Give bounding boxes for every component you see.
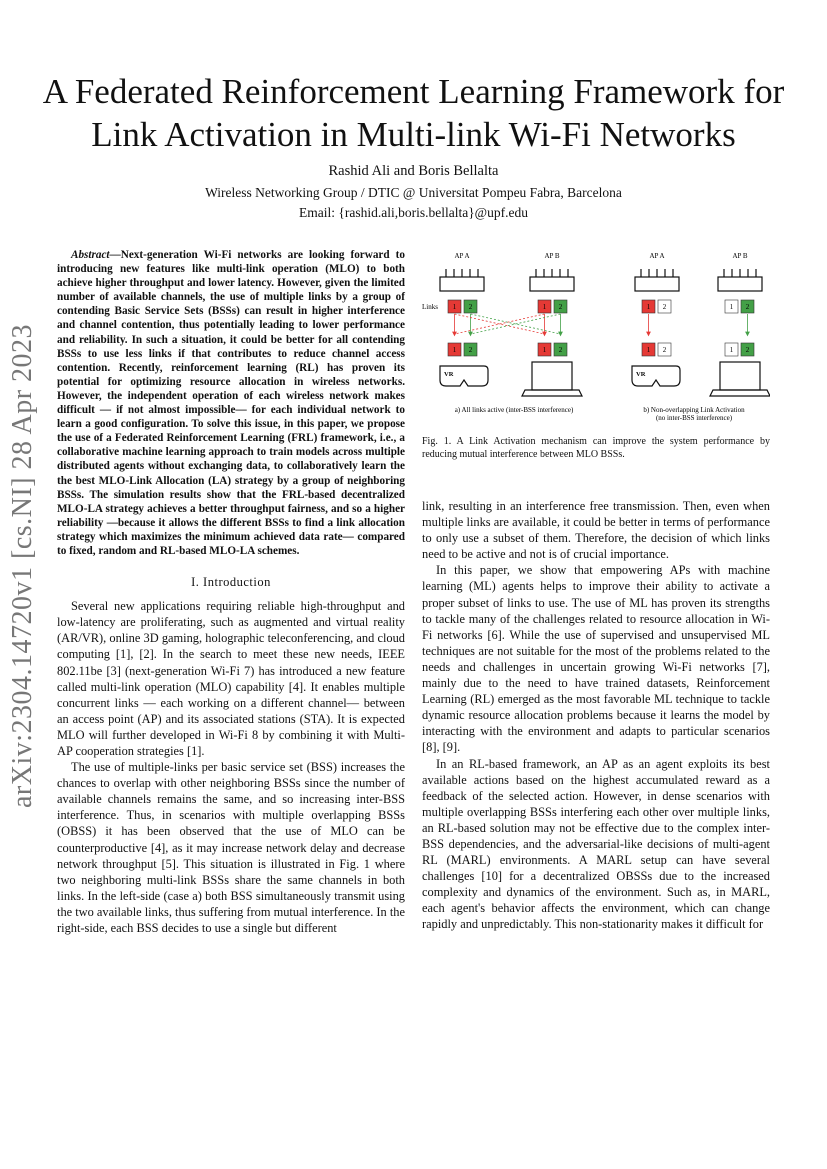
abstract-label: Abstract <box>71 249 110 261</box>
link-1-number: 1 <box>646 303 651 311</box>
vr-label: VR <box>636 371 646 378</box>
link-2-number: 2 <box>745 303 750 311</box>
abstract-text: —Next-generation Wi-Fi networks are looking forward to introducing new features like multi-link operation (MLO) to both achieve higher throughput and lower latency. However, given the limited number of available channels, the use of multiple links by a group of contending Basic Service Sets (BSSs) can result in higher interference and channel contention, thus potentially leading to lower performance and reliability. In such a situation, it could be better for all contending BSSs to use less links if that contributes to reduce channel access contention. Recently, reinforcement learning (RL) has proven its potential for optimizing resource allocation in wireless networks. However, the independent operation of each wireless network makes difficult — if not almost impossible— for each individual network to learn a good configuration. To solve this issue, in this paper, we propose the use of a Federated Reinforcement Learning (FRL) framework, i.e., a collaborative machine learning approach to train models across multiple distributed agents without exchanging data, to collaboratively learn the the best MLO-Link Allocation (LA) strategy by a group of neighboring BSSs. The simulation results show that the FRL-based decentralized MLO-LA strategy achieves a better throughput fairness, and so a higher reliability —because it allows the different BSSs to find a link allocation strategy which maximizes the minimum achieved data rate— compared to fixed, random and RL-based MLO-LA schemes. <box>57 249 405 557</box>
link-activation-diagram <box>422 250 770 425</box>
paragraph: The use of multiple-links per basic service set (BSS) increases the chances to overlap with other neighboring BSSs since the number of available channels remains the same, and so increasing inter-BSS interference. Thus, in scenarios with multiple overlapping BSSs (OBSS) it has been observed that the use of MLO can be counterproductive [4], as it may increase network delay and decrease network throughput [5]. This situation is illustrated in Fig. 1 where two neighboring multi-link BSSs share the same channels in both links. In the left-side (case a) both BSS simultaneously transmit using the two available links, thus suffering from mutual interference. In the right-side, each BSS decides to use a single but different <box>57 760 405 936</box>
access-point-icon <box>718 269 762 291</box>
subfigure-b-label: b) Non-overlapping Link Activation <box>643 406 745 414</box>
link-1-number: 1 <box>729 346 734 354</box>
paragraph: In an RL-based framework, an AP as an agent exploits its best available actions based on the highest accumulated reward as a feedback of the selected action. However, in dense scenarios with multiple overlapping BSSs interfering each other over multiple links, an RL-based solution may not be effective due to the complex inter-BSS dependencies, and the adversarial-like decisions of multi-agent RL (MARL) environments. A MARL setup can have several challenges [10] for a decentralized OBSSs due to the increased complexity and dynamics of the environment. Such as, in MARL, each agent's behavior affects the environment, which can change rapidly and unpredictably. This non-stationarity makes it difficult for <box>422 756 770 932</box>
link-2-number: 2 <box>558 346 563 354</box>
left-column <box>57 248 405 936</box>
paragraph: link, resulting in an interference free transmission. Then, even when multiple links are available, it could be better in terms of performance to only use a subset of them. Therefore, the decision of which links need to be active and not is of crucial importance. <box>422 499 770 562</box>
figure-caption: Fig. 1. A Link Activation mechanism can improve the system performance by reducing mutual interference between MLO BSSs. <box>422 436 770 460</box>
figure-1 <box>422 250 770 425</box>
email: Email: {rashid.ali,boris.bellalta}@upf.edu <box>299 205 528 220</box>
access-point-icon <box>635 269 679 291</box>
subfigure-a-label: a) All links active (inter-BSS interference) <box>454 406 574 414</box>
ap-b-label: AP B <box>544 252 560 260</box>
ap-a-label: AP A <box>649 252 665 260</box>
abstract <box>57 248 405 558</box>
paper-title: A Federated Reinforcement Learning Framework for Link Activation in Multi-link Wi-Fi Networks <box>42 72 785 154</box>
link-2-number: 2 <box>662 346 667 354</box>
access-point-icon <box>530 269 574 291</box>
link-1-number: 1 <box>646 346 651 354</box>
link-1-number: 1 <box>542 303 547 311</box>
affiliation: Wireless Networking Group / DTIC @ Universitat Pompeu Fabra, Barcelona <box>205 185 622 200</box>
ap-a-label: AP A <box>454 252 470 260</box>
laptop-icon <box>710 362 770 396</box>
link-1-number: 1 <box>452 303 457 311</box>
link-1-number: 1 <box>542 346 547 354</box>
link-1-number: 1 <box>452 346 457 354</box>
link-2-number: 2 <box>662 303 667 311</box>
subfigure-b-sublabel: (no inter-BSS interference) <box>655 414 733 422</box>
link-2-number: 2 <box>558 303 563 311</box>
paragraph: In this paper, we show that empowering APs with machine learning (ML) agents helps to improve their ability to activate a proper subset of links to use. The use of ML has proven its strengths to tackle many of the challenges related to resource allocation in Wi-Fi networks [6]. While the use of supervised and unsupervised ML techniques are not suitable for the most of the problems related to the needs and challenges in uncertain growing Wi-Fi networks [7], mainly due to the need to have trained datasets, Reinforcement Learning (RL) emerged as the most favorable ML technique to tackle dynamic resource allocation problems because it learns the model by interacting with the environment and adapts to particular scenarios [8], [9]. <box>422 563 770 755</box>
right-column <box>422 498 770 933</box>
authors: Rashid Ali and Boris Bellalta <box>328 163 499 179</box>
links-label: Links <box>422 303 438 311</box>
ap-b-label: AP B <box>732 252 748 260</box>
paragraph: Several new applications requiring reliable high-throughput and low-latency are proliferating, such as augmented and virtual reality (AR/VR), online 3D gaming, holographic teleconferencing, and cloud computing [1], [2]. In the search to meet these new needs, IEEE 802.11be [3] (next-generation Wi-Fi 7) has introduced a new feature called multi-link operation (MLO) capability [4]. It enables multiple concurrent links — each working on a different channel— between an access point (AP) and its associated stations (STA). It is expected MLO will further developed in Wi-Fi 8 by combining it with Multi-AP cooperation strategies [1]. <box>57 599 405 758</box>
link-1-number: 1 <box>729 303 734 311</box>
link-2-number: 2 <box>745 346 750 354</box>
link-2-number: 2 <box>468 303 473 311</box>
laptop-icon <box>522 362 582 396</box>
section-heading-introduction: I. Introduction <box>191 575 271 590</box>
arxiv-identifier: arXiv:2304.14720v1 [cs.NI] 28 Apr 2023 <box>7 323 38 808</box>
access-point-icon <box>440 269 484 291</box>
link-2-number: 2 <box>468 346 473 354</box>
vr-label: VR <box>444 371 454 378</box>
